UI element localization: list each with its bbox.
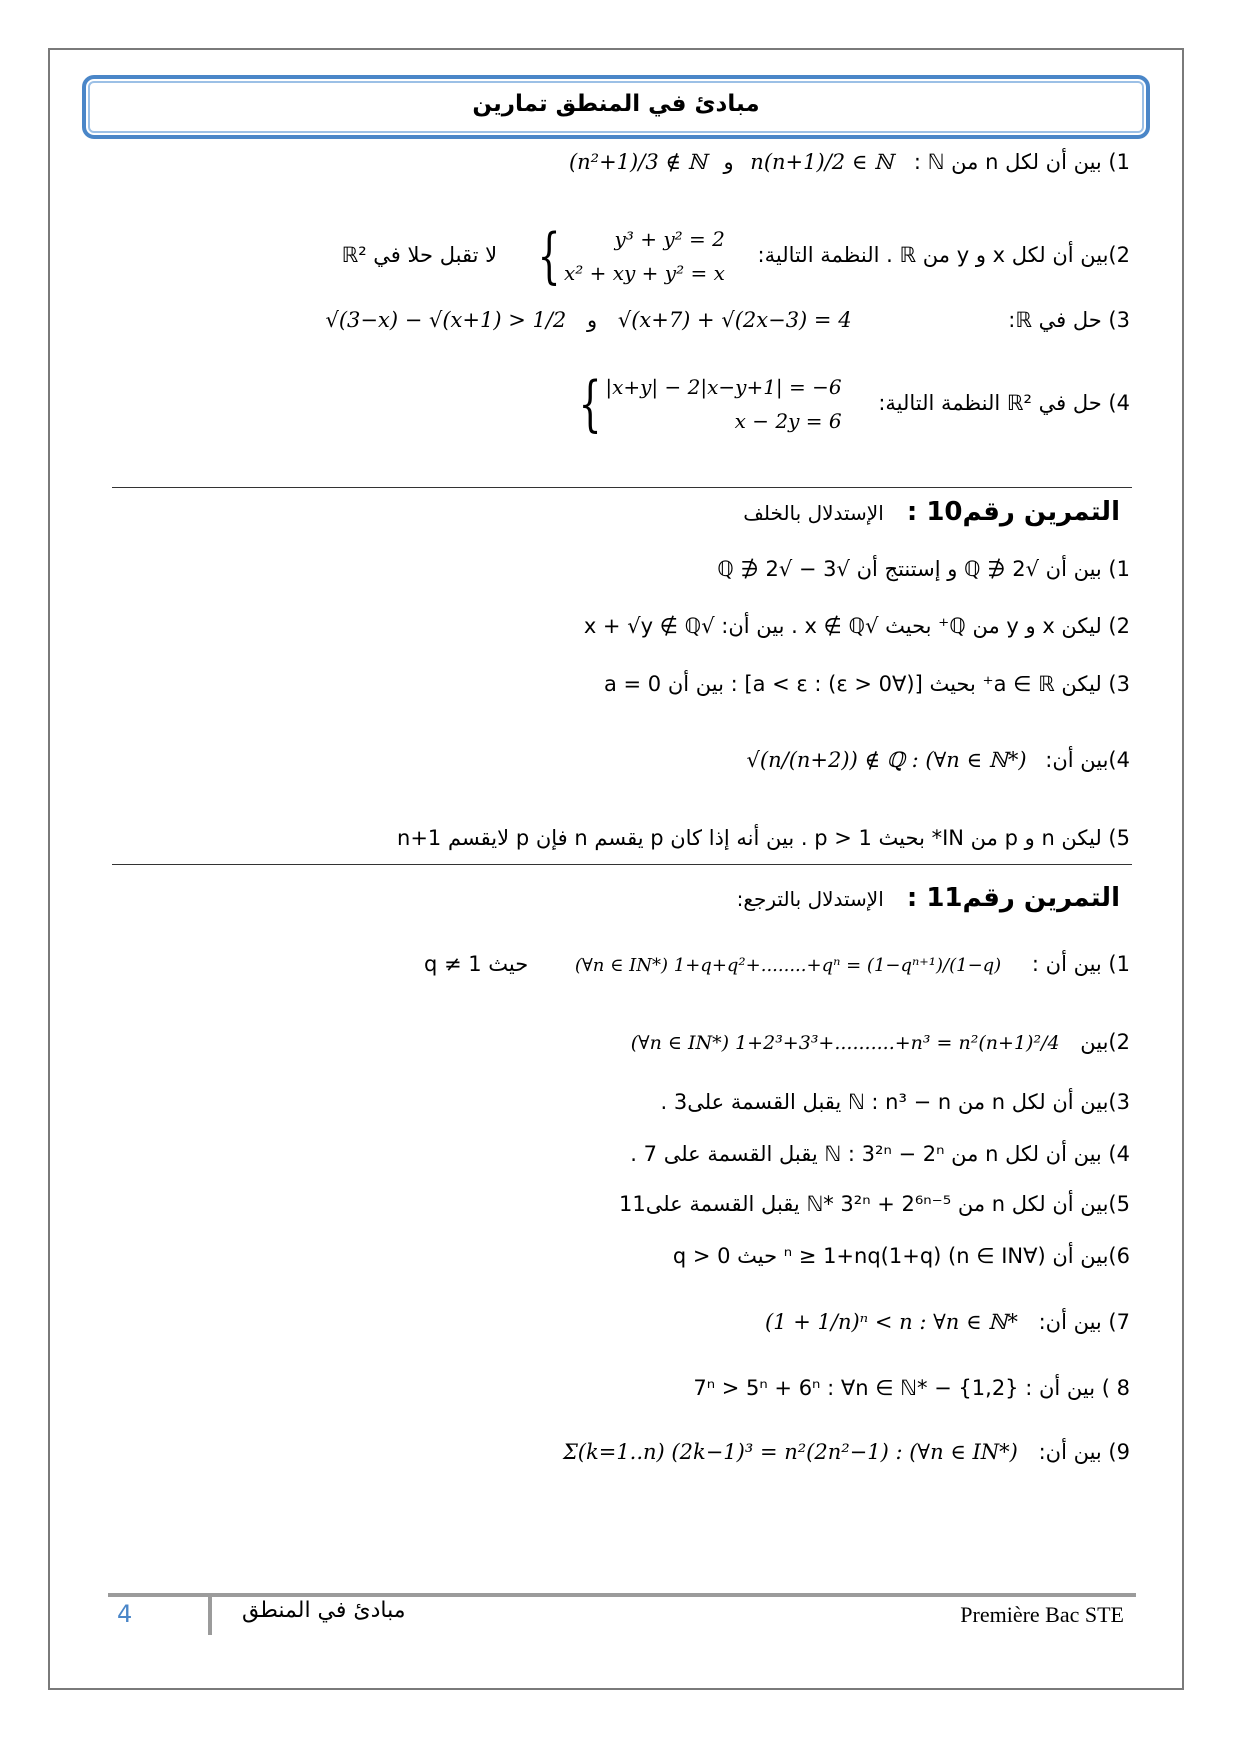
ex11-l1-math: (∀n ∈ IN*) 1+q+q²+........+qⁿ = (1−qⁿ⁺¹)/(1−q) [574,955,1002,976]
page-title: مبادئ في المنطق تمارين [472,91,760,117]
ex11-line-7: 7) بين أن: (1 + 1/n)ⁿ < n : ∀n ∈ ℕ* [765,1310,1130,1334]
ex10-line-2: 2) ليكن x و y من ℚ⁺ بحيث √x ∉ ℚ . بين أن: √x + √y ∉ ℚ [583,614,1130,638]
ex11-line-5: 5)بين أن لكل n من ℕ* 3²ⁿ + 2⁶ⁿ⁻⁵ يقبل القسمة على11 [618,1192,1130,1216]
footer-rule [108,1593,1136,1597]
ex11-line-2: 2)بين (∀n ∈ IN*) 1+2³+3³+..........+n³ = n²(n+1)²/4 [630,1030,1130,1054]
ex9-line-1: 1) بين أن لكل n من ℕ : n(n+1)/2 ∈ ℕ و (n²+1)/3 ∉ ℕ [568,150,1130,174]
ex9-l1-math-a: n(n+1)/2 ∈ ℕ [750,150,894,174]
ex11-l7-math: (1 + 1/n)ⁿ < n : ∀n ∈ ℕ* [765,1310,1018,1334]
ex9-l2-system: { y³ + y² = 2 x² + xy + y² = x [537,221,725,291]
footer-divider [208,1593,212,1635]
ex11-line-3: 3)بين أن لكل n من ℕ : n³ − n يقبل القسمة على3 . [660,1090,1130,1114]
ex10-line-5: 5) ليكن n و p من IN* بحيث p > 1 . بين أنه إذا كان p يقسم n فإن p لايقسم n+1 [397,826,1130,850]
ex11-line-6: 6)بين أن (∀n ∈ IN) (1+q)ⁿ ≥ 1+nq حيث q > 0 [672,1244,1130,1268]
title-box [82,75,1150,139]
ex10-l4-math: √(n/(n+2)) ∉ ℚ : (∀n ∈ ℕ*) [746,748,1027,772]
ex11-l9-math: Σ(k=1..n) (2k−1)³ = n²(2n²−1) : (∀n ∈ IN*) [562,1440,1018,1464]
footer-title: مبادئ في المنطق [242,1598,406,1623]
ex11-line-9: 9) بين أن: Σ(k=1..n) (2k−1)³ = n²(2n²−1) : (∀n ∈ IN*) [562,1440,1130,1464]
footer-course: Première Bac STE [960,1602,1124,1627]
ex9-line-3: 3) حل في ℝ: √(x+7) + √(2x−3) = 4 و √(3−x) − √(x+1) > 1/2 [325,308,1130,332]
separator [112,487,1132,488]
ex11-line-1: 1) بين أن : (∀n ∈ IN*) 1+q+q²+........+qⁿ = (1−qⁿ⁺¹)/(1−q) حيث q ≠ 1 [423,952,1130,976]
ex10-heading: التمرين رقم10 : الإستدلال بالخلف [743,497,1120,527]
ex11-line-8: 8 ) بين أن : 7ⁿ > 5ⁿ + 6ⁿ : ∀n ∈ ℕ* − {1,2} [693,1376,1130,1400]
separator [112,864,1132,865]
ex9-line-4: 4) حل في ℝ² النظمة التالية: { |x+y| − 2|x−y+1| = −6 x − 2y = 6 [110,370,1130,438]
ex11-l2-math: (∀n ∈ IN*) 1+2³+3³+..........+n³ = n²(n+1)²/4 [630,1032,1060,1054]
ex9-line-2: 2)بين أن لكل x و y من ℝ . النظمة التالية: { y³ + y² = 2 x² + xy + y² = x لا تقبل حلا في ℝ² [341,221,1130,291]
ex11-heading: التمرين رقم11 : الإستدلال بالترجع: [736,883,1120,913]
ex9-l1-math-b: (n²+1)/3 ∉ ℕ [568,150,707,174]
ex9-l4-system: { |x+y| − 2|x−y+1| = −6 x − 2y = 6 [578,369,842,439]
ex10-line-4: 4)بين أن: √(n/(n+2)) ∉ ℚ : (∀n ∈ ℕ*) [746,748,1130,772]
ex10-line-1: 1) بين أن √2 ∉ ℚ و إستنتج أن √3 − √2 ∉ ℚ [717,557,1130,581]
ex9-l3-math-a: √(x+7) + √(2x−3) = 4 [617,308,852,332]
ex9-l3-math-b: √(3−x) − √(x+1) > 1/2 [325,308,567,332]
page-number: 4 [117,1600,133,1628]
ex11-line-4: 4) بين أن لكل n من ℕ : 3²ⁿ − 2ⁿ يقبل القسمة على 7 . [630,1142,1130,1166]
ex10-line-3: 3) ليكن a ∈ ℝ⁺ بحيث [(∀ε > 0) : a < ε] : بين أن a = 0 [603,672,1130,696]
